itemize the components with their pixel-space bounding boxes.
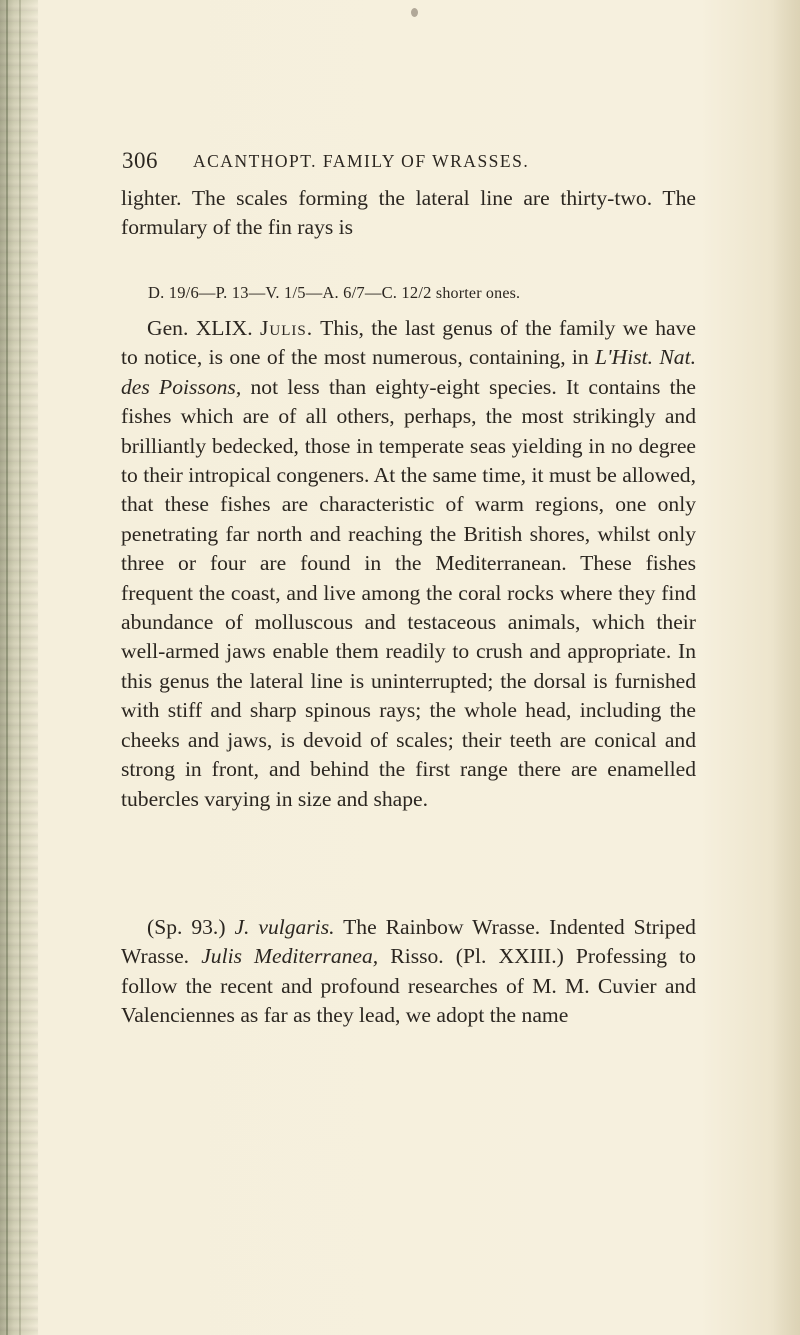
genus-lead: Gen. XLIX. bbox=[147, 316, 253, 340]
species-number: (Sp. 93.) bbox=[147, 915, 226, 939]
page-edge-shadow bbox=[772, 0, 800, 1335]
paragraph-text: Risso. (Pl. XXIII.) Professing to follow the recent and profound researches of M. M. Cuvier and Valenciennes as far as they lead, we adopt the name bbox=[121, 944, 696, 1028]
ink-spot bbox=[411, 8, 418, 17]
page-number: 306 bbox=[122, 148, 158, 173]
genus-paragraph bbox=[121, 314, 696, 814]
spine-edge-line bbox=[19, 0, 21, 1335]
paragraph-text: The Rainbow Wrasse. Indented Striped Wrasse. bbox=[121, 915, 696, 969]
page-header bbox=[122, 148, 682, 178]
spine-edge-line bbox=[6, 0, 8, 1335]
genus-name: Julis. bbox=[260, 316, 314, 340]
paragraph-text: not less than eighty-eight species. It contains the fishes which are of all others, perhaps, the most strikingly and brilliantly bedecked, those in temperate seas yielding in no degree to their intropical congeners. At the same time, it must be allowed, that these fishes are characteristic of warm regions, one only penetrating far north and reaching the British shores, whilst only three or four are found in the Mediterranean. These fishes frequent the coast, and live among the coral rocks where they find abundance of molluscous and testaceous animals, which their well-armed jaws enable them readily to crush and appropriate. In this genus the lateral line is uninterrupted; the dorsal is furnished with stiff and sharp spinous rays; the whole head, including the cheeks and jaws, is devoid of scales; their teeth are conical and strong in front, and behind the first range there are enamelled tubercles varying in size and shape. bbox=[121, 374, 696, 811]
fin-ray-formula bbox=[148, 283, 520, 303]
work-title: L'Hist. Nat. des Poissons, bbox=[121, 345, 696, 399]
paragraph-continued bbox=[121, 184, 696, 243]
formula-tail: shorter ones. bbox=[435, 285, 521, 302]
paragraph-text: lighter. The scales forming the lateral line are thirty-two. The formulary of the fin rays is bbox=[121, 186, 696, 240]
synonym: Julis Mediterranea, bbox=[201, 944, 379, 969]
formula-main: D. 19/6—P. 13—V. 1/5—A. 6/7—C. 12/2 bbox=[148, 283, 432, 302]
species-name: J. vulgaris. bbox=[234, 915, 335, 939]
running-head: ACANTHOPT. FAMILY OF WRASSES. bbox=[193, 151, 530, 171]
paragraph-text: This, the last genus of the family we have to notice, is one of the most numerous, containing, in bbox=[121, 316, 697, 370]
species-paragraph bbox=[121, 913, 696, 1031]
